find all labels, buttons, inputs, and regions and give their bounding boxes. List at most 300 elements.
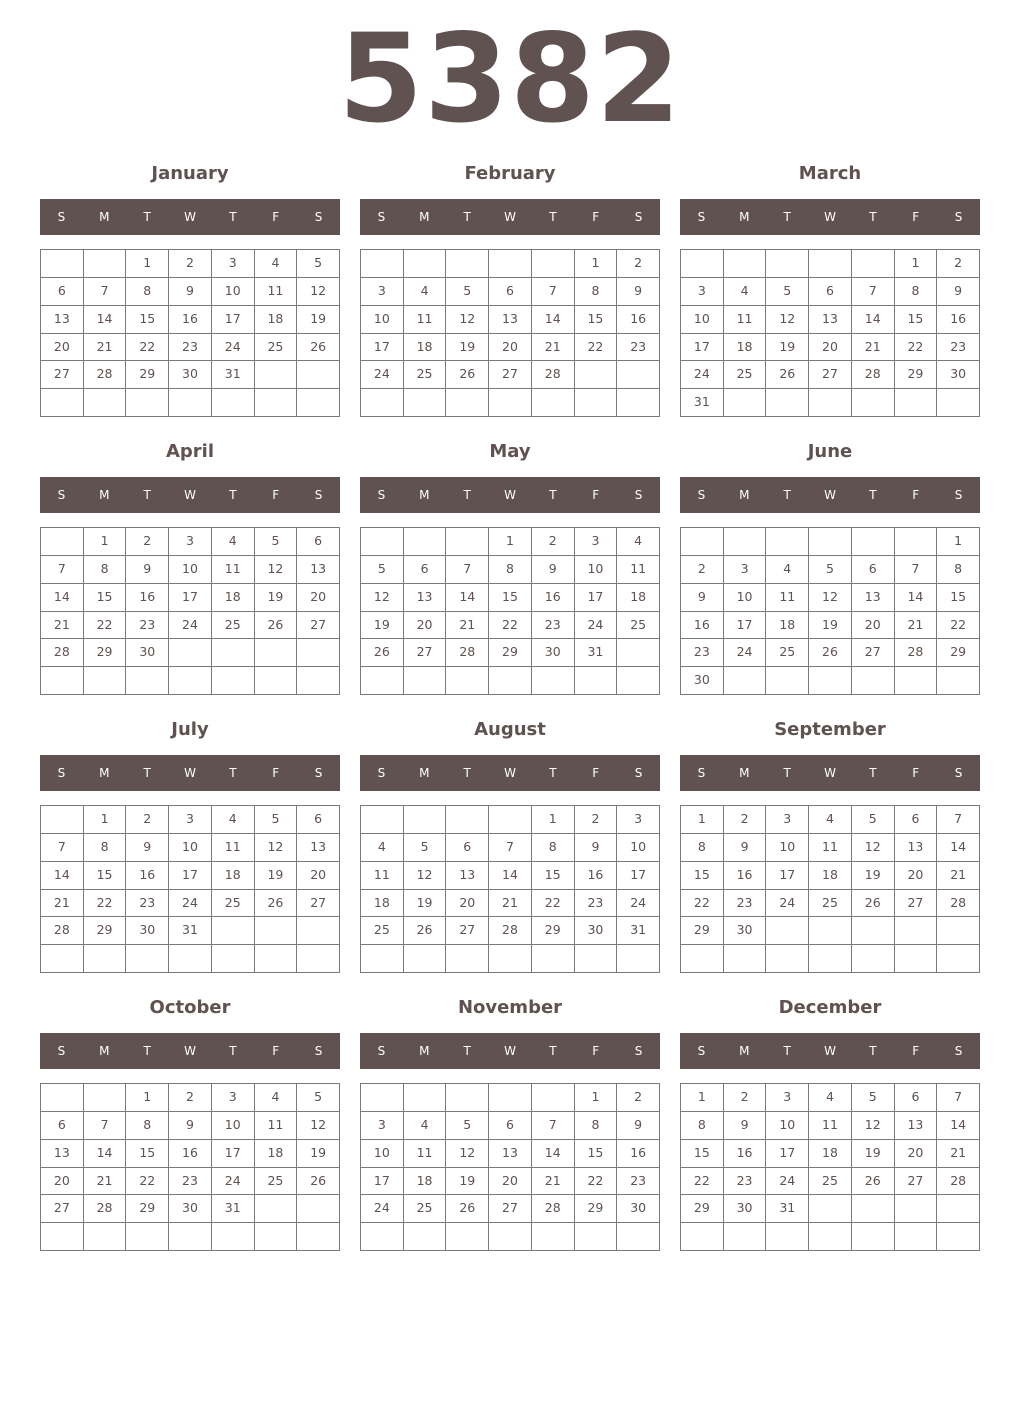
weekday-label: S [954,1044,963,1058]
day-cell: 2 [169,1084,212,1112]
weekday-label: S [634,1044,643,1058]
weekday-label: T [783,210,791,224]
day-grid [680,527,980,695]
day-cell: 10 [681,306,724,334]
weekday-label: T [463,1044,471,1058]
day-cell: 31 [212,361,255,389]
day-cell: 28 [489,917,532,945]
day-cell: 16 [126,584,169,612]
day-cell: 17 [575,584,618,612]
day-cell: 6 [41,278,84,306]
weekday-label: S [634,210,643,224]
day-cell: 12 [446,306,489,334]
day-cell [255,917,298,945]
day-cell [255,361,298,389]
day-cell: 11 [809,834,852,862]
day-cell: 28 [84,361,127,389]
day-cell: 17 [169,584,212,612]
day-cell [532,945,575,973]
day-cell: 22 [126,1168,169,1196]
day-cell [809,389,852,417]
day-cell: 25 [212,890,255,918]
day-cell [575,1223,618,1251]
day-cell [681,945,724,973]
weekday-label: M [419,1044,430,1058]
day-cell: 12 [297,1112,340,1140]
day-cell: 21 [41,890,84,918]
day-cell: 12 [766,306,809,334]
day-cell: 8 [681,1112,724,1140]
day-cell: 25 [255,334,298,362]
day-cell: 7 [532,278,575,306]
day-cell: 30 [126,639,169,667]
day-cell [126,1223,169,1251]
year-title: 5382 [338,8,682,150]
month-november [360,996,660,1251]
weekday-label: M [99,1044,110,1058]
day-cell [852,1223,895,1251]
day-cell: 18 [255,1140,298,1168]
weekday-label: S [377,210,386,224]
weekday-header [680,1033,980,1069]
day-cell: 6 [446,834,489,862]
day-cell: 16 [724,1140,767,1168]
day-cell: 9 [126,834,169,862]
weekday-label: T [143,488,151,502]
day-cell: 6 [297,806,340,834]
day-cell [809,945,852,973]
day-cell: 5 [809,556,852,584]
day-cell: 26 [404,917,447,945]
day-cell: 18 [724,334,767,362]
day-cell: 16 [681,612,724,640]
day-cell [809,917,852,945]
day-cell: 13 [297,834,340,862]
day-cell: 22 [937,612,980,640]
day-cell [361,667,404,695]
day-cell [766,389,809,417]
day-cell: 17 [169,862,212,890]
day-cell: 26 [361,639,404,667]
day-cell: 11 [617,556,660,584]
day-cell: 15 [126,306,169,334]
day-cell: 10 [575,556,618,584]
day-cell: 31 [575,639,618,667]
day-cell: 28 [41,917,84,945]
day-cell: 19 [852,862,895,890]
day-cell [255,389,298,417]
weekday-header [40,1033,340,1069]
day-grid [360,1083,660,1251]
day-cell [532,389,575,417]
day-cell: 9 [724,1112,767,1140]
day-cell: 11 [255,278,298,306]
day-cell: 8 [532,834,575,862]
day-cell: 4 [212,528,255,556]
day-cell [937,917,980,945]
day-cell: 2 [575,806,618,834]
day-cell: 19 [809,612,852,640]
weekday-label: W [824,1044,836,1058]
day-cell: 12 [809,584,852,612]
weekday-label: T [143,766,151,780]
day-cell: 23 [681,639,724,667]
day-cell: 3 [617,806,660,834]
day-cell: 22 [84,890,127,918]
day-cell: 16 [575,862,618,890]
month-april [40,440,340,695]
day-cell: 10 [361,1140,404,1168]
day-cell: 4 [255,250,298,278]
day-cell: 17 [724,612,767,640]
day-cell: 24 [212,1168,255,1196]
day-cell: 3 [212,1084,255,1112]
day-cell [297,945,340,973]
day-cell: 21 [895,612,938,640]
weekday-label: T [783,1044,791,1058]
day-cell: 25 [809,890,852,918]
day-cell: 30 [169,361,212,389]
day-cell: 18 [766,612,809,640]
weekday-label: F [272,1044,280,1058]
day-cell [852,945,895,973]
day-cell: 22 [895,334,938,362]
day-cell: 10 [766,834,809,862]
day-cell [724,667,767,695]
day-grid [360,249,660,417]
day-cell: 20 [41,1168,84,1196]
day-cell: 19 [852,1140,895,1168]
day-cell: 3 [169,528,212,556]
day-cell [84,945,127,973]
day-cell: 12 [852,834,895,862]
day-cell: 20 [809,334,852,362]
day-cell: 27 [489,361,532,389]
day-cell [895,667,938,695]
day-cell [255,1223,298,1251]
day-cell: 15 [575,1140,618,1168]
day-cell: 1 [489,528,532,556]
weekday-label: S [314,488,323,502]
weekday-label: F [912,766,920,780]
day-cell [617,639,660,667]
day-cell [84,250,127,278]
day-cell: 21 [852,334,895,362]
day-cell [809,528,852,556]
day-cell [724,945,767,973]
day-cell [575,361,618,389]
day-cell [404,1223,447,1251]
day-cell: 13 [895,834,938,862]
day-cell: 7 [937,806,980,834]
day-cell: 14 [532,1140,575,1168]
weekday-label: T [549,488,557,502]
day-cell: 14 [41,584,84,612]
day-cell: 12 [404,862,447,890]
day-cell [169,639,212,667]
day-cell [297,361,340,389]
day-cell: 7 [852,278,895,306]
day-cell: 20 [895,862,938,890]
day-cell: 28 [532,1195,575,1223]
day-cell: 21 [84,334,127,362]
day-cell: 25 [766,639,809,667]
day-cell [532,1223,575,1251]
day-cell [489,945,532,973]
weekday-label: S [57,766,66,780]
weekday-label: M [419,210,430,224]
day-cell: 13 [852,584,895,612]
day-cell: 28 [937,1168,980,1196]
day-cell [617,389,660,417]
day-cell: 27 [41,1195,84,1223]
weekday-label: S [954,488,963,502]
day-cell: 27 [852,639,895,667]
day-cell: 20 [41,334,84,362]
day-cell [446,528,489,556]
day-cell: 26 [766,361,809,389]
day-cell: 6 [895,806,938,834]
day-cell: 24 [724,639,767,667]
day-cell: 16 [532,584,575,612]
day-cell [126,667,169,695]
day-cell: 11 [724,306,767,334]
day-cell: 18 [617,584,660,612]
month-june [680,440,980,695]
day-cell [681,1223,724,1251]
day-cell: 28 [446,639,489,667]
day-cell [297,1223,340,1251]
day-cell: 9 [169,278,212,306]
day-cell [489,1084,532,1112]
day-cell [809,250,852,278]
weekday-header [360,477,660,513]
day-cell [895,1195,938,1223]
weekday-label: T [229,210,237,224]
weekday-label: T [869,210,877,224]
weekday-label: W [504,1044,516,1058]
day-cell: 23 [724,1168,767,1196]
day-cell: 25 [617,612,660,640]
day-cell [41,945,84,973]
day-cell: 31 [766,1195,809,1223]
weekday-label: T [783,488,791,502]
day-cell [724,1223,767,1251]
day-cell: 5 [852,1084,895,1112]
weekday-label: T [869,766,877,780]
day-cell: 11 [766,584,809,612]
day-cell: 12 [446,1140,489,1168]
day-cell: 5 [852,806,895,834]
day-cell: 13 [446,862,489,890]
day-cell: 2 [617,250,660,278]
day-cell: 28 [41,639,84,667]
day-cell: 13 [895,1112,938,1140]
day-cell: 6 [41,1112,84,1140]
day-cell [446,250,489,278]
day-cell [297,389,340,417]
day-cell: 5 [404,834,447,862]
weekday-label: S [57,210,66,224]
day-cell [84,389,127,417]
day-cell [766,250,809,278]
day-cell: 15 [681,862,724,890]
day-cell: 9 [169,1112,212,1140]
weekday-label: S [697,766,706,780]
day-grid [360,527,660,695]
day-cell: 2 [126,528,169,556]
day-cell: 22 [575,1168,618,1196]
day-cell: 14 [489,862,532,890]
day-cell [169,1223,212,1251]
weekday-label: T [783,766,791,780]
weekday-label: F [272,766,280,780]
weekday-label: M [739,210,750,224]
month-august [360,718,660,973]
day-cell: 25 [809,1168,852,1196]
day-cell: 15 [681,1140,724,1168]
day-cell: 25 [212,612,255,640]
day-cell: 26 [852,890,895,918]
day-cell: 3 [212,250,255,278]
day-cell: 2 [126,806,169,834]
day-cell: 27 [41,361,84,389]
day-grid [40,805,340,973]
day-cell: 22 [575,334,618,362]
weekday-label: F [592,488,600,502]
day-cell [361,806,404,834]
day-cell [297,667,340,695]
day-cell: 30 [532,639,575,667]
day-cell: 21 [41,612,84,640]
month-name: September [774,719,886,740]
day-cell: 14 [937,834,980,862]
day-cell [404,250,447,278]
weekday-label: F [592,766,600,780]
day-cell: 24 [212,334,255,362]
month-december [680,996,980,1251]
day-cell: 2 [169,250,212,278]
day-cell: 28 [852,361,895,389]
day-cell: 9 [617,278,660,306]
day-cell [212,639,255,667]
day-cell: 21 [489,890,532,918]
weekday-label: S [314,210,323,224]
day-cell [895,917,938,945]
day-cell: 14 [852,306,895,334]
weekday-header [360,755,660,791]
day-cell: 20 [404,612,447,640]
day-cell: 5 [361,556,404,584]
weekday-label: T [229,1044,237,1058]
day-cell [489,806,532,834]
day-cell: 29 [895,361,938,389]
day-cell: 20 [297,584,340,612]
weekday-label: T [229,488,237,502]
weekday-header [40,477,340,513]
day-cell [852,250,895,278]
day-cell: 1 [532,806,575,834]
weekday-label: W [184,766,196,780]
day-cell: 9 [532,556,575,584]
weekday-header [680,755,980,791]
day-cell: 12 [255,834,298,862]
day-cell: 13 [809,306,852,334]
day-cell: 24 [361,1195,404,1223]
day-cell: 7 [41,834,84,862]
day-cell: 23 [169,334,212,362]
day-cell [895,1223,938,1251]
day-cell: 4 [404,1112,447,1140]
day-cell [617,1223,660,1251]
day-cell [617,361,660,389]
day-cell: 7 [489,834,532,862]
day-cell [446,389,489,417]
month-name: August [474,719,546,740]
day-cell: 9 [575,834,618,862]
day-cell: 27 [297,890,340,918]
day-cell: 22 [532,890,575,918]
day-cell [575,389,618,417]
weekday-label: F [592,210,600,224]
day-cell [852,1195,895,1223]
day-cell: 1 [681,806,724,834]
day-cell [617,945,660,973]
day-cell: 2 [724,1084,767,1112]
day-cell: 10 [169,834,212,862]
day-cell: 27 [404,639,447,667]
day-cell [446,945,489,973]
weekday-header [680,199,980,235]
day-cell [766,917,809,945]
day-cell: 21 [937,1140,980,1168]
day-cell: 15 [575,306,618,334]
day-cell: 27 [809,361,852,389]
day-cell [297,917,340,945]
day-cell [404,945,447,973]
day-cell: 16 [169,1140,212,1168]
day-cell: 19 [255,584,298,612]
weekday-label: T [869,1044,877,1058]
day-cell [84,667,127,695]
day-cell [446,1223,489,1251]
day-cell: 9 [126,556,169,584]
day-cell [809,667,852,695]
weekday-label: S [377,488,386,502]
day-cell: 13 [404,584,447,612]
day-cell: 1 [575,1084,618,1112]
day-cell: 28 [84,1195,127,1223]
day-cell [361,528,404,556]
day-cell [852,528,895,556]
day-cell: 23 [126,612,169,640]
day-cell [404,806,447,834]
month-september [680,718,980,973]
month-name: July [171,719,209,740]
day-cell: 11 [212,556,255,584]
weekday-label: T [869,488,877,502]
day-cell: 21 [532,334,575,362]
day-cell [895,389,938,417]
day-cell: 16 [937,306,980,334]
day-cell: 5 [297,250,340,278]
day-cell: 23 [724,890,767,918]
day-cell: 7 [446,556,489,584]
day-cell: 10 [724,584,767,612]
day-cell: 19 [297,306,340,334]
day-grid [680,805,980,973]
weekday-label: F [912,1044,920,1058]
